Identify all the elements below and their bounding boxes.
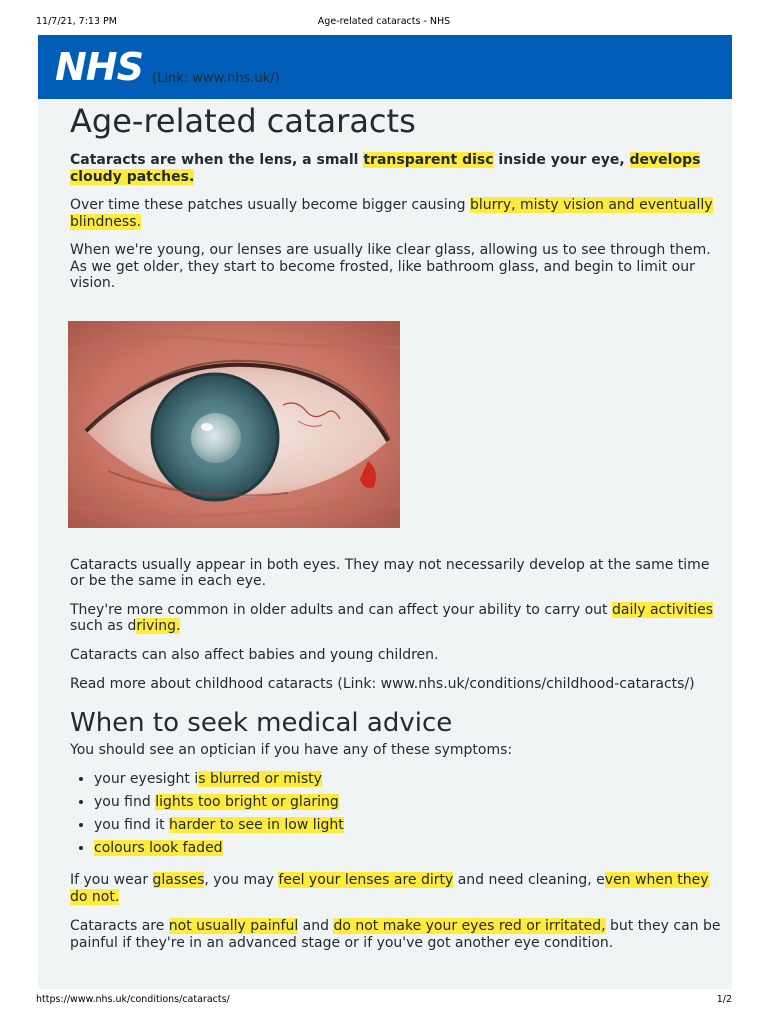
section-intro: You should see an optician if you have any of these symptoms: — [70, 741, 513, 758]
highlight: s blurred or misty — [198, 771, 322, 787]
section-title: When to seek medical advice — [70, 707, 453, 738]
nhs-header — [38, 35, 732, 99]
highlight: develops cloudy patches. — [70, 152, 701, 185]
highlight: not usually painful — [168, 918, 299, 934]
highlight: glasses — [152, 872, 205, 888]
list-item: • you find it harder to see in low light — [94, 814, 724, 837]
print-header — [36, 16, 732, 30]
paragraph-children: Cataracts can also affect babies and young children. — [70, 646, 439, 663]
highlight: daily activities — [611, 601, 714, 618]
print-footer — [36, 994, 732, 1008]
print-date: 11/7/21, 7:13 PM — [36, 16, 117, 27]
intro-paragraph: Cataracts are when the lens, a small transparent disc inside your eye, develops cloudy patches. — [70, 152, 701, 185]
page-number: 1/2 — [716, 994, 732, 1005]
nhs-home-link[interactable]: (Link: www.nhs.uk/) — [152, 71, 280, 86]
print-page-title: Age-related cataracts - NHS — [317, 16, 451, 27]
cataract-eye-photo — [68, 321, 400, 528]
paragraph-painful: Cataracts are not usually painful and do not make your eyes red or irritated, but they can be painful if they're in an advanced stage or if you've got another eye condition. — [70, 918, 721, 951]
paragraph-symptoms-progress: Over time these patches usually become bigger causing blurry, misty vision and eventually blindness. — [70, 197, 713, 230]
page-title: Age-related cataracts — [70, 102, 416, 140]
highlight: blurry, misty vision and eventually blindness. — [70, 197, 713, 230]
list-item — [94, 837, 724, 860]
article-page — [38, 35, 732, 989]
highlight: colours look faded — [94, 840, 223, 856]
paragraph-glasses: If you wear glasses, you may feel your lenses are dirty and need cleaning, even when they do not. — [70, 872, 709, 905]
nhs-logo[interactable]: NHS — [55, 45, 143, 89]
childhood-cataracts-link[interactable]: Read more about childhood cataracts (Link: www.nhs.uk/conditions/childhood-cataracts/) — [70, 676, 695, 692]
list-item: • you find lights too bright or glaring — [94, 791, 724, 814]
highlight: do not make your eyes red or irritated, — [333, 918, 606, 934]
highlight: feel your lenses are dirty — [278, 872, 454, 888]
highlight: transparent disc — [363, 152, 494, 168]
paragraph-both-eyes: Cataracts usually appear in both eyes. They may not necessarily develop at the same time or be the same in each eye. — [70, 556, 710, 589]
highlight: harder to see in low light — [169, 817, 344, 833]
symptom-list — [70, 768, 724, 860]
article-content — [70, 99, 724, 951]
eye-image — [68, 321, 400, 528]
highlight: riving. — [136, 618, 181, 634]
print-url: https://www.nhs.uk/conditions/cataracts/ — [36, 994, 230, 1005]
paragraph-lens-analogy: When we're young, our lenses are usually like clear glass, allowing us to see through them. As we get older, they start to become frosted, like bathroom glass, and begin to limit our vision. — [70, 242, 711, 291]
highlight: ven when they do not. — [70, 872, 709, 905]
list-item: • your eyesight is blurred or misty — [94, 768, 724, 791]
paragraph-older-adults: They're more common in older adults and can affect your ability to carry out daily activities such as driving. — [70, 601, 714, 634]
highlight: lights too bright or glaring — [155, 794, 339, 810]
